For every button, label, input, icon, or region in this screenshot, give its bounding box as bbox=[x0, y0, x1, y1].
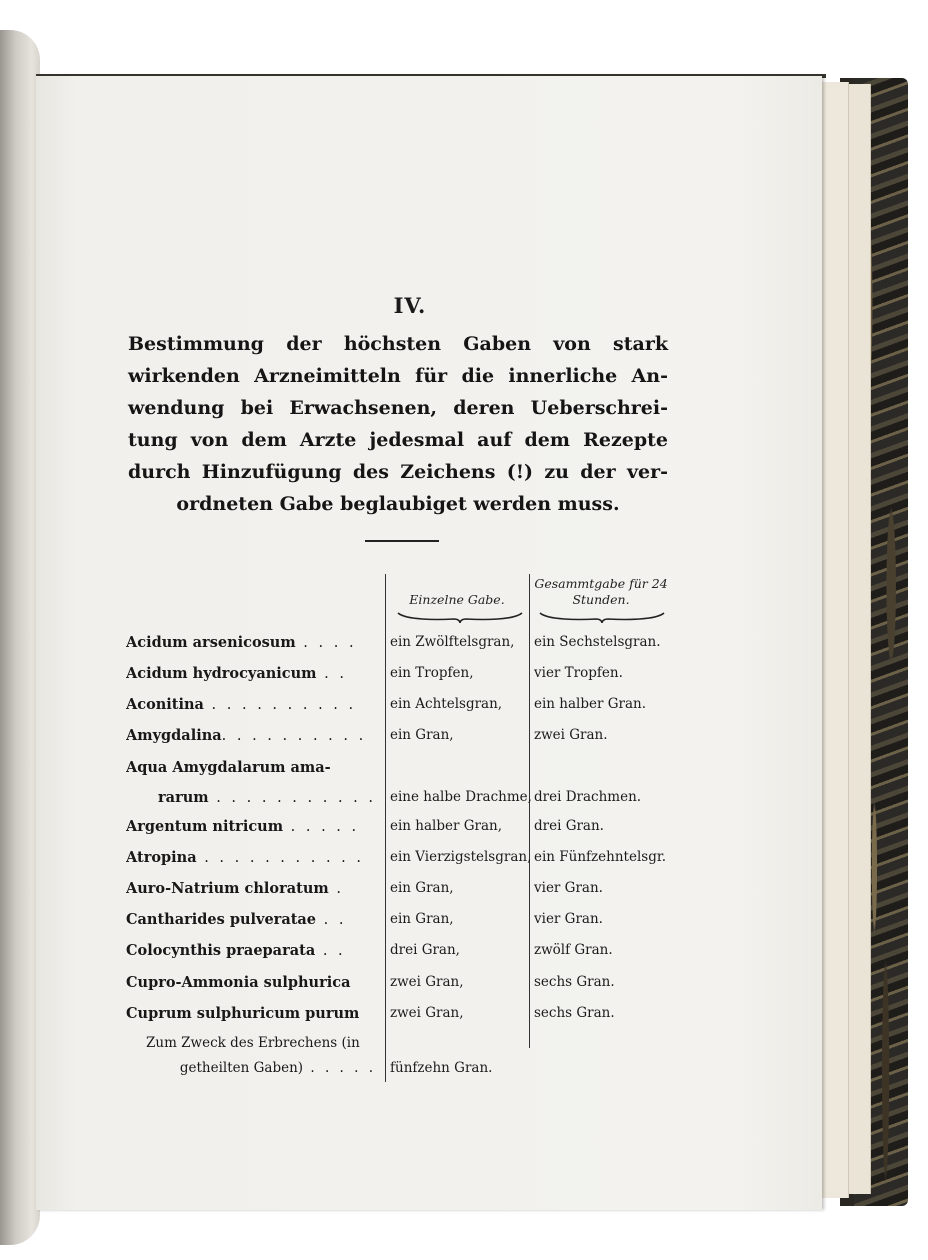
substance-label: Cupro-Ammonia sulphurica bbox=[126, 974, 351, 991]
leader-dots: . . . . . bbox=[303, 1060, 376, 1076]
substance-name bbox=[126, 1005, 376, 1022]
single-dose: fünfzehn Gran. bbox=[390, 1060, 493, 1076]
substance-label: Atropina bbox=[126, 849, 197, 866]
brace-ornament bbox=[396, 610, 524, 624]
single-dose: ein Achtelsgran, bbox=[390, 696, 503, 712]
column-divider bbox=[385, 574, 386, 1082]
substance-label: Colocynthis praeparata bbox=[126, 942, 316, 959]
substance-name bbox=[126, 1060, 376, 1076]
substance-label: Aqua Amygdalarum ama- bbox=[126, 759, 331, 776]
substance-name bbox=[126, 727, 376, 744]
heading-line: wirkenden Arzneimitteln für die innerliche An- bbox=[128, 365, 668, 387]
leader-dots: . . . . . . . . . . bbox=[221, 728, 367, 744]
daily-dose: vier Gran. bbox=[534, 880, 603, 896]
heading-line: durch Hinzufügung des Zeichens (!) zu der ver- bbox=[128, 461, 668, 483]
heading-line: wendung bei Erwachsenen, deren Ueberschrei- bbox=[128, 397, 668, 419]
daily-dose: vier Gran. bbox=[534, 911, 603, 927]
substance-name bbox=[126, 849, 376, 866]
substance-name bbox=[146, 1035, 396, 1051]
heading-line: tung von dem Arzte jedesmal auf dem Rezepte bbox=[128, 429, 668, 451]
leader-dots: . . bbox=[316, 912, 347, 928]
daily-dose: sechs Gran. bbox=[534, 1005, 615, 1021]
substance-label: Aconitina bbox=[126, 696, 204, 713]
facing-page-edge bbox=[0, 30, 40, 1245]
leader-dots: . . . . . bbox=[283, 819, 360, 835]
substance-label: Auro-Natrium chloratum bbox=[126, 880, 329, 897]
heading-line: Bestimmung der höchsten Gaben von stark bbox=[128, 333, 668, 355]
brace-ornament bbox=[538, 610, 666, 624]
daily-dose: ein Sechstelsgran. bbox=[534, 634, 661, 650]
substance-label: Amygdalina bbox=[126, 727, 222, 744]
substance-label: getheilten Gaben) bbox=[179, 1060, 304, 1076]
daily-dose: zwölf Gran. bbox=[534, 942, 613, 958]
daily-dose: ein halber Gran. bbox=[534, 696, 647, 712]
substance-name bbox=[126, 634, 376, 651]
single-dose: eine halbe Drachme, bbox=[390, 789, 532, 805]
single-dose: ein Gran, bbox=[390, 911, 454, 927]
single-dose: ein Vierzigstelsgran, bbox=[390, 849, 532, 865]
daily-dose: ein Fünfzehntelsgr. bbox=[534, 849, 667, 865]
section-heading bbox=[128, 328, 668, 520]
single-dose: drei Gran, bbox=[390, 942, 460, 958]
substance-label: Cuprum sulphuricum purum bbox=[126, 1005, 360, 1022]
substance-label: Acidum hydrocyanicum bbox=[126, 665, 317, 682]
substance-label: Zum Zweck des Erbrechens (in bbox=[146, 1035, 360, 1051]
daily-dose: vier Tropfen. bbox=[534, 665, 623, 681]
heading-line: ordneten Gabe beglaubiget werden muss. bbox=[176, 493, 620, 515]
column-header-total bbox=[532, 576, 670, 608]
single-dose: ein Gran, bbox=[390, 727, 454, 743]
substance-name bbox=[126, 974, 376, 991]
substance-name bbox=[126, 911, 376, 928]
leader-dots: . . bbox=[316, 666, 347, 682]
substance-label: Acidum arsenicosum bbox=[126, 634, 296, 651]
substance-name bbox=[126, 696, 376, 713]
substance-name bbox=[126, 759, 376, 776]
leader-dots: . bbox=[328, 881, 344, 897]
separator-rule bbox=[365, 540, 439, 542]
leader-dots: . . . . bbox=[295, 635, 357, 651]
single-dose: ein Zwölftelsgran, bbox=[390, 634, 515, 650]
single-dose: zwei Gran, bbox=[390, 974, 464, 990]
daily-dose: sechs Gran. bbox=[534, 974, 615, 990]
header-line: Stunden. bbox=[572, 592, 630, 607]
substance-label: rarum bbox=[158, 789, 209, 806]
daily-dose: drei Gran. bbox=[534, 818, 604, 834]
single-dose: zwei Gran, bbox=[390, 1005, 464, 1021]
substance-label: Argentum nitricum bbox=[126, 818, 284, 835]
substance-name bbox=[126, 942, 376, 959]
substance-label: Cantharides pulveratae bbox=[126, 911, 317, 928]
substance-name bbox=[126, 880, 376, 897]
substance-name bbox=[126, 789, 376, 806]
single-dose: ein halber Gran, bbox=[390, 818, 503, 834]
column-header-single: Einzelne Gabe. bbox=[409, 592, 505, 607]
substance-name bbox=[126, 818, 376, 835]
leader-dots: . . . . . . . . . . bbox=[203, 697, 357, 713]
section-number: IV. bbox=[393, 293, 427, 318]
substance-name bbox=[126, 665, 376, 682]
single-dose: ein Gran, bbox=[390, 880, 454, 896]
daily-dose: drei Drachmen. bbox=[534, 789, 642, 805]
leader-dots: . . . . . . . . . . . bbox=[208, 790, 376, 806]
leader-dots: . . . . . . . . . . . bbox=[196, 850, 364, 866]
single-dose: ein Tropfen, bbox=[390, 665, 474, 681]
leader-dots: . . bbox=[315, 943, 346, 959]
daily-dose: zwei Gran. bbox=[534, 727, 608, 743]
header-line: Gesammtgabe für 24 bbox=[534, 576, 668, 591]
